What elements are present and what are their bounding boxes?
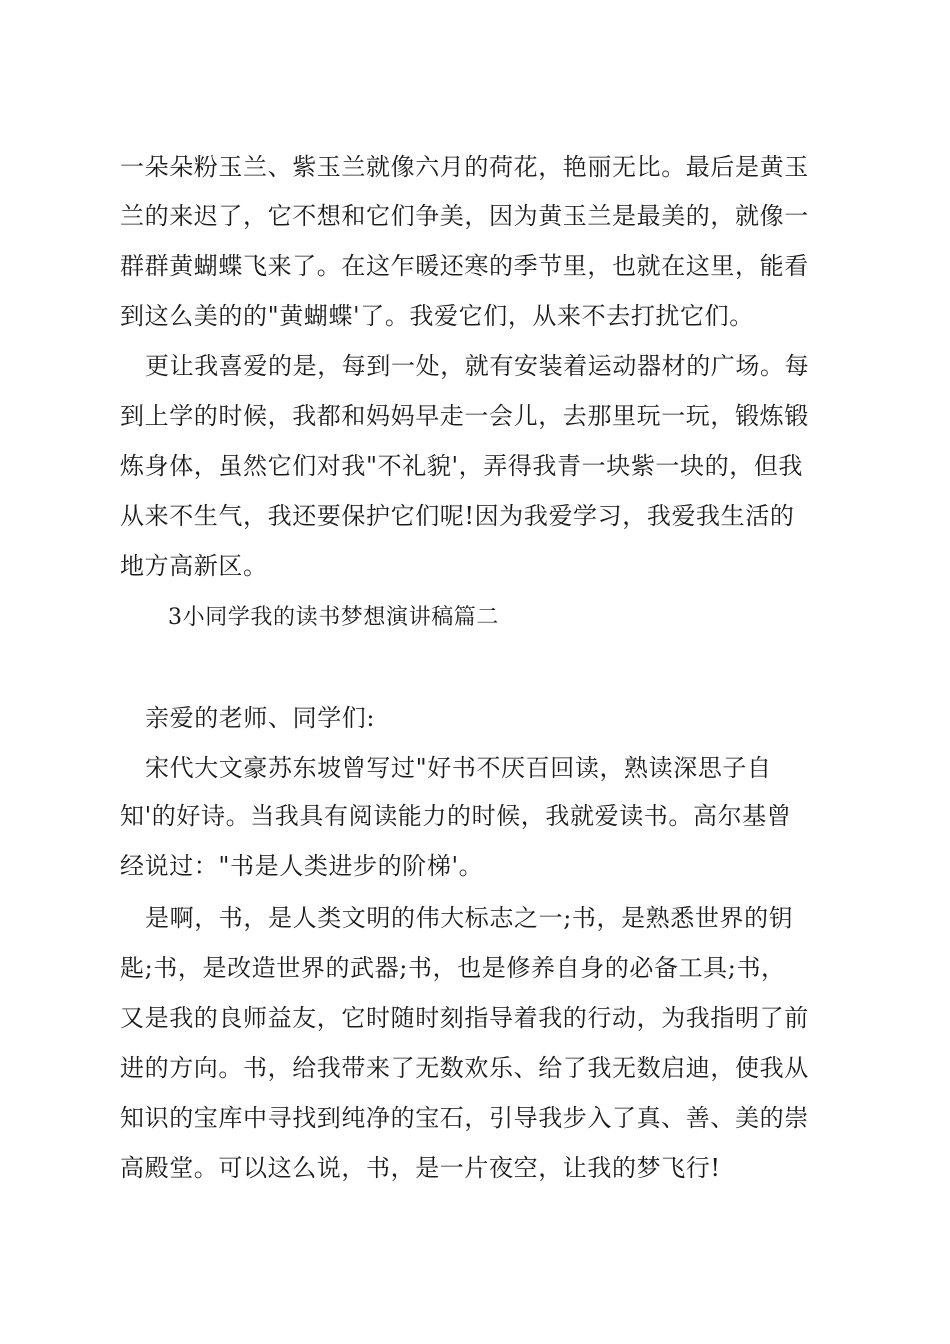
text-line: 一朵朵粉玉兰、紫玉兰就像六月的荷花，艳丽无比。最后是黄玉: [120, 153, 809, 181]
text-line: 群群黄蝴蝶飞来了。在这乍暖还寒的季节里，也就在这里，能看: [120, 252, 809, 280]
text-line: 宋代大文豪苏东坡曾写过"好书不厌百回读，熟读深思子自: [145, 754, 772, 782]
text-line: 从来不生气，我还要保护它们呢!因为我爱学习，我爱我生活的: [120, 502, 795, 530]
text-line: 到这么美的的"黄蝴蝶'了。我爱它们，从来不去打扰它们。: [120, 302, 754, 330]
text-line: 是啊，书，是人类文明的伟大标志之一;书，是熟悉世界的钥: [145, 904, 794, 932]
text-line: 又是我的良师益友，它时随时刻指导着我的行动，为我指明了前: [120, 1004, 809, 1032]
section-heading: 3小同学我的读书梦想演讲稿篇二: [168, 605, 499, 630]
text-line: 炼身体，虽然它们对我"不礼貌'，弄得我青一块紫一块的，但我: [120, 452, 804, 480]
text-line: 高殿堂。可以这么说，书，是一片夜空，让我的梦飞行!: [120, 1154, 721, 1182]
text-line: 知识的宝库中寻找到纯净的宝石，引导我步入了真、善、美的崇: [120, 1104, 809, 1132]
greeting: 亲爱的老师、同学们:: [145, 704, 376, 732]
text-line: 匙;书，是改造世界的武器;书，也是修养自身的必备工具;书，: [120, 954, 786, 982]
text-line: 地方高新区。: [120, 552, 268, 580]
text-line: 更让我喜爱的是，每到一处，就有安装着运动器材的广场。每: [145, 352, 810, 380]
text-line: 到上学的时候，我都和妈妈早走一会儿，去那里玩一玩，锻炼锻: [120, 402, 809, 430]
text-line: 经说过："书是人类进步的阶梯'。: [120, 852, 484, 880]
text-line: 进的方向。书，给我带来了无数欢乐、给了我无数启迪，使我从: [120, 1054, 809, 1082]
text-line: 兰的来迟了，它不想和它们争美，因为黄玉兰是最美的，就像一: [120, 202, 809, 230]
text-line: 知'的好诗。当我具有阅读能力的时候，我就爱读书。高尔基曾: [120, 802, 792, 830]
